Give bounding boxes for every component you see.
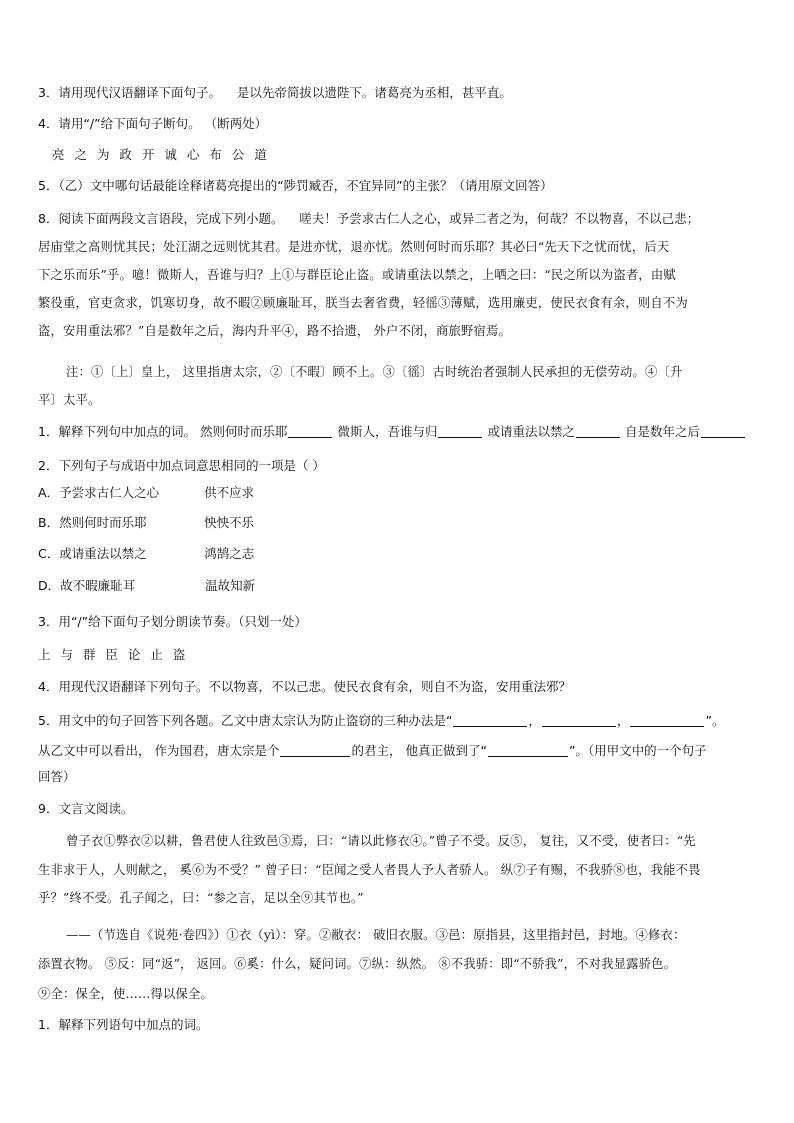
option-b: B．然则何时而乐耶 怏怏不乐 [38, 515, 255, 530]
answer-blank[interactable] [576, 424, 620, 438]
q8-5-line-1: 5．用文中的句子回答下列各题。乙文中唐太宗认为防止盗窃的三种办法是“ ， ， ”。 [38, 713, 725, 728]
passage-a-line-3: 下之乐而乐”乎。噫！微斯人，吾谁与归？上①与群臣论止盗。或请重法以禁之，上哂之曰：“民之所以为盗者，由赋 [38, 268, 676, 282]
q9-1-explain-words: 1．解释下列语句中加点的词。 [38, 1017, 209, 1032]
q9-notes-line-3: ⑨全：保全，使……得以保全。 [38, 987, 213, 1001]
question-3-translate: 3．请用现代汉语翻译下面句子。 是以先帝简拔以遗陛下。诸葛亮为丞相，甚平直。 [38, 85, 512, 100]
passage-b-line-1: 曾子衣①弊衣②以耕，鲁君使人往致邑③焉，曰：“请以此修衣④。”曾子不受。反⑤， 复往，又不受，使者曰：“先 [66, 834, 696, 848]
option-d: D．故不暇廉耻耳 温故知新 [38, 578, 256, 593]
passage-b-line-3: 乎？”终不受。孔子闻之，曰：“参之言，足以全⑨其节也。” [38, 891, 364, 905]
q8-3-rhythm: 3．用“/”给下面句子划分朗读节奏。（只划一处） [38, 614, 307, 629]
answer-blank[interactable] [288, 424, 332, 438]
passage-b-line-2: 生非求于人，人则献之， 奚⑥为不受？” 曾子曰：“臣闻之受人者畏人予人者骄人。 纵⑦子有赐，不我骄⑧也，我能不畏 [38, 863, 701, 877]
annotation-line-1: 注：①〔上〕皇上， 这里指唐太宗，②〔不暇〕顾不上。③〔徭〕古时统治者强制人民承担的无偿劳动。④〔升 [66, 365, 683, 379]
passage-a-line-1: 嗟夫！予尝求古仁人之心，或异二者之为，何哉？不以物喜，不以己悲； [299, 212, 700, 226]
q9-intro: 9．文言文阅读。 [38, 801, 134, 816]
q8-5-line-3: 回答） [38, 769, 76, 784]
q8-2-stem: 2．下列句子与成语中加点词意思相同的一项是（ ） [38, 458, 325, 473]
answer-blank[interactable] [488, 743, 568, 757]
q9-notes-line-2: 添置衣物。 ⑤反：同“返”， 返回。⑥奚：什么，疑问词。⑦纵：纵然。 ⑧不我骄：即“不骄我”，不对我显露骄色。 [38, 957, 677, 971]
q8-4-translate: 4．用现代汉语翻译下列句子。不以物喜，不以己悲。使民衣食有余，则自不为盗，安用重法邪？ [38, 679, 571, 694]
option-a: A．予尝求古仁人之心 供不应求 [38, 485, 255, 500]
option-c: C．或请重法以禁之 鸿鹄之志 [38, 546, 255, 561]
rhythm-sentence: 上 与 群 臣 论 止 盗 [38, 647, 189, 662]
answer-blank[interactable] [701, 424, 745, 438]
answer-blank[interactable] [453, 713, 527, 727]
answer-blank[interactable] [630, 713, 704, 727]
q8-5-line-2: 从乙文中可以看出， 作为国君，唐太宗是个 的君主， 他真正做到了“ ”。（用甲文中的一个句子 [38, 743, 707, 758]
annotation-line-2: 平〕太平。 [38, 393, 101, 407]
passage-a-line-2: 居庙堂之高则忧其民；处江湖之远则忧其君。是进亦忧，退亦忧。然则何时而乐耶？其必曰“先天下之忧而忧，后天 [38, 240, 670, 254]
answer-blank[interactable] [542, 713, 616, 727]
q8-intro: 8．阅读下面两段文言语段，完成下列小题。 [38, 211, 284, 226]
q9-notes-line-1: ——（节选自《说苑·卷四》）①衣（yì）：穿。②敝衣： 破旧衣服。③邑：原指县，这里指封邑，封地。④修衣： [66, 928, 686, 942]
punctuate-sentence: 亮 之 为 政 开 诚 心 布 公 道 [52, 147, 270, 162]
question-4-punctuate: 4．请用“/”给下面句子断句。 （断两处） [38, 116, 268, 131]
q8-1-explain-words: 1．解释下列句中加点的词。 然则何时而乐耶 微斯人，吾谁与归 或请重法以禁之 自是数年之后 [38, 422, 746, 442]
question-5-quote: 5．（乙）文中哪句话最能诠释诸葛亮提出的“陟罚臧否，不宜异同”的主张？（请用原文回答） [38, 178, 553, 193]
answer-blank[interactable] [438, 424, 482, 438]
answer-blank[interactable] [280, 743, 350, 757]
passage-a-line-5: 盗，安用重法邪？”自是数年之后，海内升平④，路不拾遗， 外户不闭，商旅野宿焉。 [38, 324, 511, 338]
q8-intro-line [38, 209, 699, 229]
passage-a-line-4: 繁役重，官吏贪求，饥寒切身，故不暇②顾廉耻耳，朕当去奢省费，轻徭③薄赋，选用廉吏，使民衣食有余，则自不为 [38, 296, 688, 310]
